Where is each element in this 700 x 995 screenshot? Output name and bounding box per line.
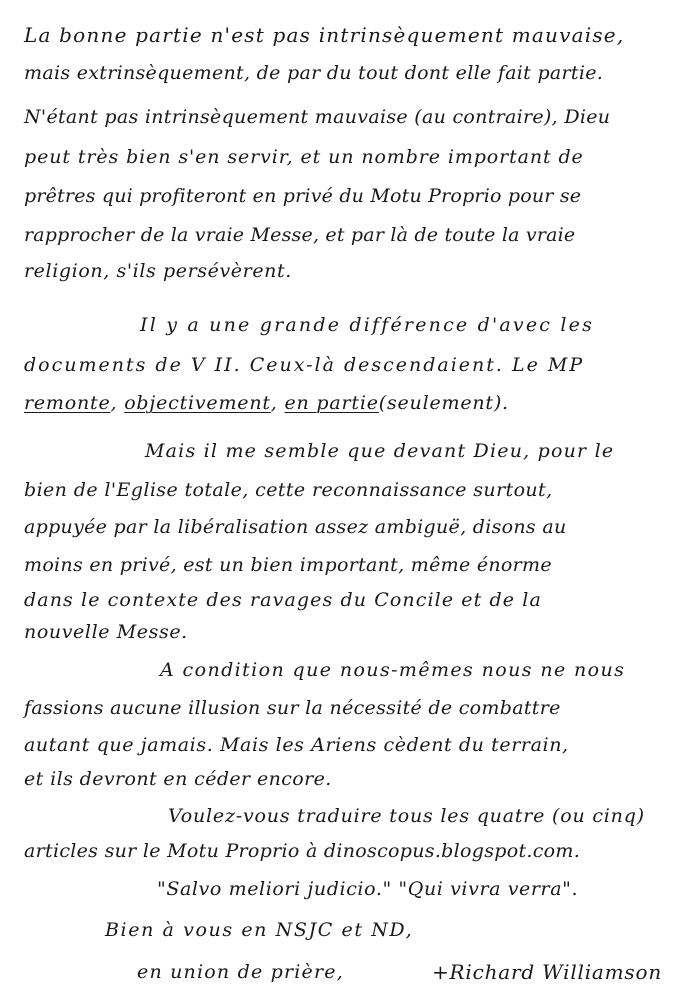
- letter-line: A condition que nous-mêmes nous ne nous: [160, 659, 626, 681]
- letter-line: Voulez-vous traduire tous les quatre (ou cinq): [168, 805, 645, 827]
- underlined-word: remonte: [24, 392, 111, 414]
- letter-line: autant que jamais. Mais les Ariens cèdent du terrain,: [24, 734, 569, 756]
- letter-line: prêtres qui profiteront en privé du Motu Proprio pour se: [24, 185, 582, 207]
- letter-line: Il y a une grande différence d'avec les: [140, 314, 595, 336]
- letter-line: N'étant pas intrinsèquement mauvaise (au contraire), Dieu: [24, 106, 611, 128]
- closing-line: Bien à vous en NSJC et ND,: [105, 919, 414, 941]
- text-segment: (seulement).: [378, 392, 509, 414]
- text-segment: ,: [270, 392, 285, 414]
- letter-line: moins en privé, est un bien important, même énorme: [24, 554, 552, 576]
- letter-line: nouvelle Messe.: [24, 621, 188, 643]
- closing-line: "Salvo meliori judicio." "Qui vivra verra".: [157, 878, 579, 900]
- letter-line: La bonne partie n'est pas intrinsèquement mauvaise,: [24, 23, 625, 47]
- letter-line: appuyée par la libéralisation assez ambiguë, disons au: [24, 516, 567, 538]
- closing-line: en union de prière,: [137, 961, 344, 983]
- letter-line: mais extrinsèquement, de par du tout dont elle fait partie.: [24, 62, 604, 84]
- letter-line: et ils devront en céder encore.: [24, 768, 332, 790]
- letter-line: rapprocher de la vraie Messe, et par là de toute la vraie: [24, 224, 576, 246]
- underlined-word: objectivement: [124, 392, 271, 414]
- emphasis-line: [24, 388, 509, 418]
- letter-line: fassions aucune illusion sur la nécessité de combattre: [24, 697, 561, 719]
- letter-line: bien de l'Eglise totale, cette reconnaissance surtout,: [24, 479, 553, 501]
- letter-line: Mais il me semble que devant Dieu, pour le: [145, 440, 615, 462]
- letter-line: peut très bien s'en servir, et un nombre important de: [24, 146, 584, 168]
- letter-line: documents de V II. Ceux-là descendaient. Le MP: [24, 354, 585, 376]
- letter-line: articles sur le Motu Proprio à dinoscopus.blogspot.com.: [24, 840, 581, 862]
- letter-line: religion, s'ils persévèrent.: [24, 260, 292, 282]
- letter-line: dans le contexte des ravages du Concile et de la: [24, 589, 542, 611]
- text-segment: ,: [110, 392, 125, 414]
- signature: +Richard Williamson: [432, 960, 663, 984]
- underlined-word: en partie: [284, 392, 379, 414]
